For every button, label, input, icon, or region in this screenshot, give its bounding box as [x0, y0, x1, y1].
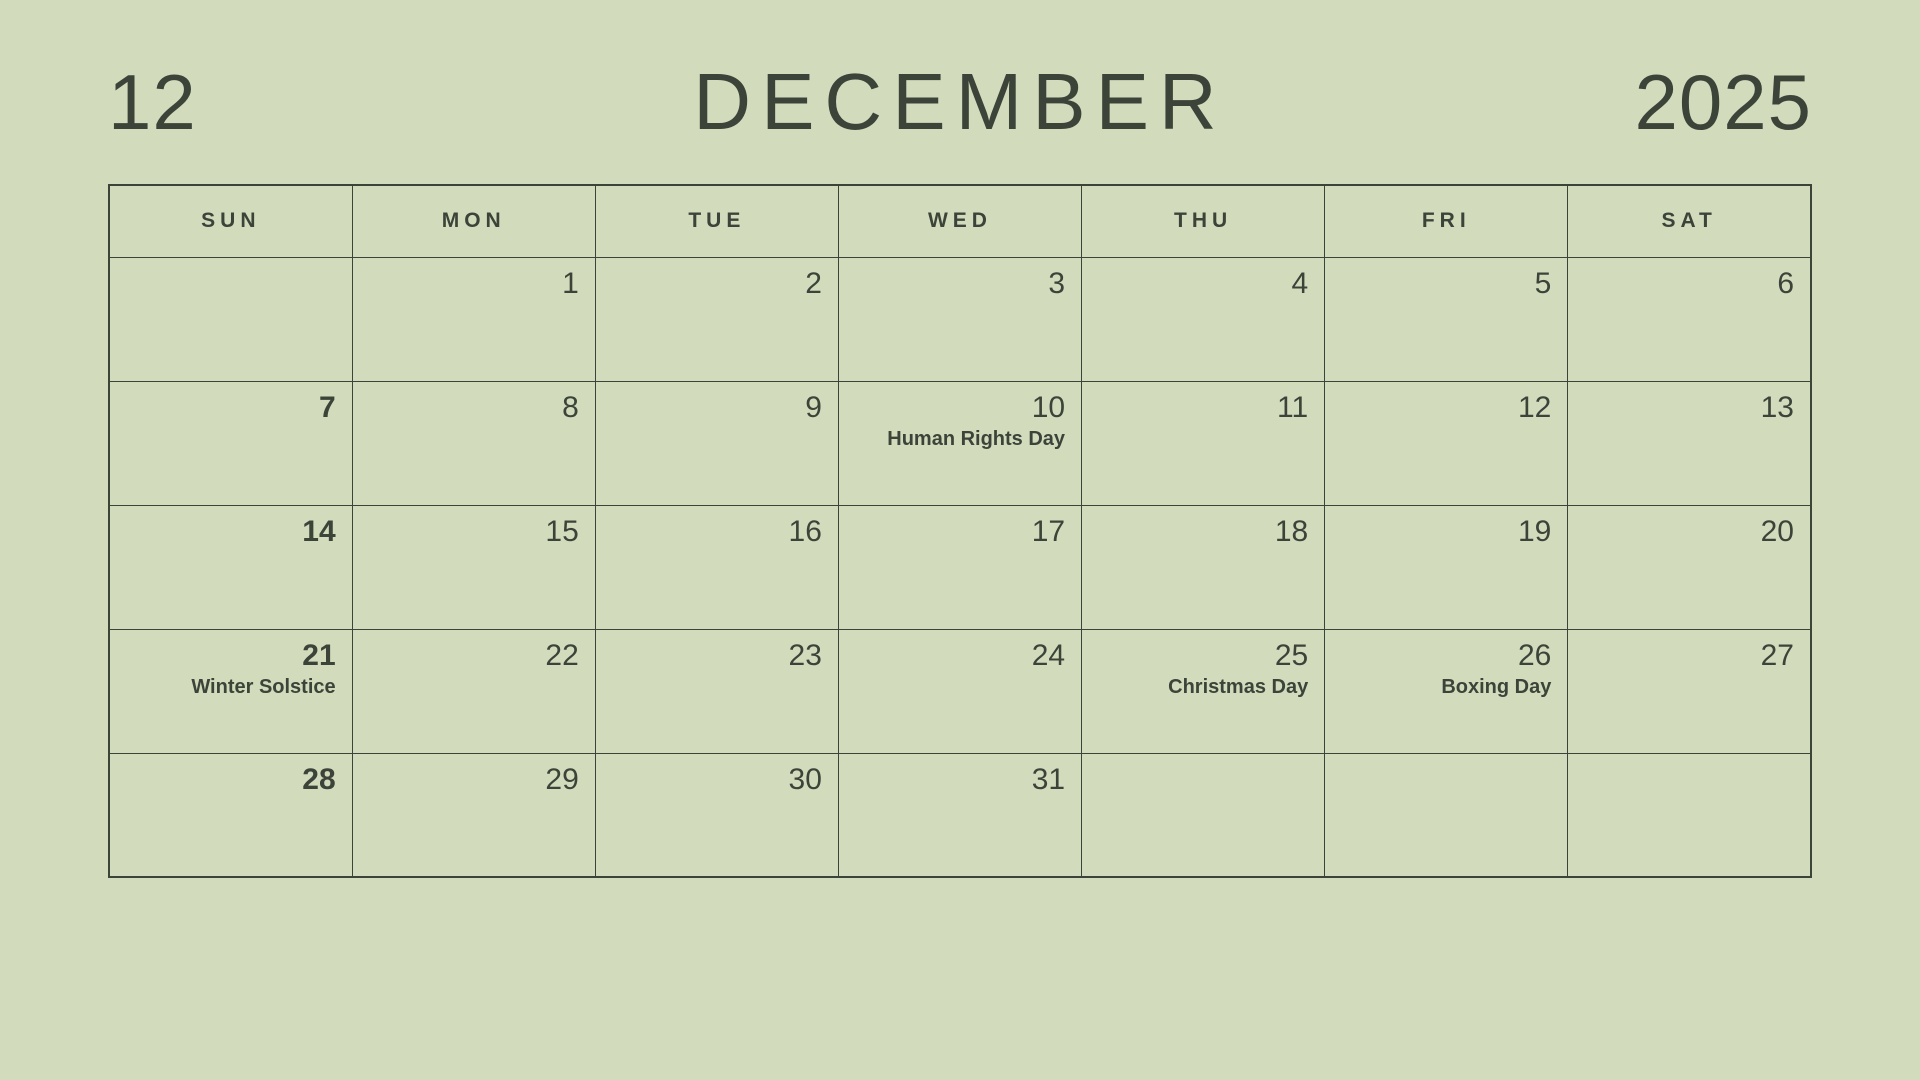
day-cell[interactable]: [1082, 505, 1325, 629]
calendar-grid: [108, 184, 1812, 878]
day-cell[interactable]: [595, 381, 838, 505]
day-number: 26: [1517, 638, 1552, 672]
day-number: 4: [1291, 266, 1309, 300]
weekday-sun: SUN: [109, 185, 352, 257]
day-number: 24: [1031, 638, 1066, 672]
day-number: 16: [788, 514, 822, 548]
year-label: 2025: [1634, 58, 1812, 146]
day-cell[interactable]: [1325, 753, 1568, 877]
day-number: 20: [1760, 514, 1794, 548]
day-number: 23: [788, 638, 822, 672]
day-number: 13: [1760, 390, 1794, 424]
calendar-week-row: [109, 753, 1811, 877]
day-cell[interactable]: [1082, 381, 1325, 505]
day-number: 17: [1031, 514, 1066, 548]
day-cell[interactable]: [595, 629, 838, 753]
day-number: 12: [1517, 390, 1552, 424]
day-cell[interactable]: [838, 505, 1081, 629]
day-number: 28: [302, 762, 336, 796]
day-cell[interactable]: [109, 505, 352, 629]
calendar-week-row: [109, 629, 1811, 753]
day-cell[interactable]: [1568, 505, 1811, 629]
day-number: 14: [302, 514, 336, 548]
weekday-wed: WED: [838, 185, 1081, 257]
day-number: 30: [788, 762, 822, 796]
day-cell[interactable]: [1082, 753, 1325, 877]
weekday-sat: SAT: [1568, 185, 1811, 257]
day-number: 18: [1274, 514, 1309, 548]
day-number: 19: [1517, 514, 1552, 548]
day-cell[interactable]: [352, 629, 595, 753]
day-cell[interactable]: [1325, 381, 1568, 505]
day-cell[interactable]: [1082, 257, 1325, 381]
day-number: 10: [1031, 390, 1066, 424]
day-cell[interactable]: [109, 257, 352, 381]
day-event: Winter Solstice: [191, 676, 336, 698]
day-cell[interactable]: [352, 257, 595, 381]
calendar-week-row: [109, 505, 1811, 629]
day-cell[interactable]: [838, 629, 1081, 753]
day-number: 7: [318, 390, 336, 424]
day-number: 31: [1031, 762, 1066, 796]
day-cell[interactable]: [1325, 257, 1568, 381]
calendar-week-row: [109, 381, 1811, 505]
day-number: 27: [1760, 638, 1794, 672]
day-cell[interactable]: [595, 257, 838, 381]
day-event: Boxing Day: [1441, 676, 1552, 698]
day-event: Christmas Day: [1168, 676, 1309, 698]
day-number: 29: [545, 762, 579, 796]
day-cell[interactable]: [1325, 629, 1568, 753]
day-cell[interactable]: [838, 381, 1081, 505]
day-number: 22: [545, 638, 579, 672]
day-number: 15: [545, 514, 579, 548]
day-cell[interactable]: [1568, 629, 1811, 753]
weekday-thu: THU: [1082, 185, 1325, 257]
day-number: 9: [805, 390, 822, 424]
month-name: DECEMBER: [693, 57, 1227, 146]
day-cell[interactable]: [352, 505, 595, 629]
day-number: 5: [1534, 266, 1552, 300]
day-cell[interactable]: [838, 753, 1081, 877]
day-cell[interactable]: [595, 505, 838, 629]
weekday-header-row: [109, 185, 1811, 257]
day-cell[interactable]: [109, 753, 352, 877]
day-number: 25: [1274, 638, 1309, 672]
day-cell[interactable]: [1568, 381, 1811, 505]
day-cell[interactable]: [838, 257, 1081, 381]
day-number: 8: [562, 390, 579, 424]
day-cell[interactable]: [595, 753, 838, 877]
weekday-tue: TUE: [595, 185, 838, 257]
month-number: 12: [108, 58, 197, 146]
day-number: 21: [302, 638, 336, 672]
day-cell[interactable]: [1568, 257, 1811, 381]
calendar-week-row: [109, 257, 1811, 381]
weekday-mon: MON: [352, 185, 595, 257]
day-event: Human Rights Day: [887, 428, 1066, 450]
calendar-header: [108, 57, 1812, 180]
day-cell[interactable]: [352, 381, 595, 505]
day-cell[interactable]: [352, 753, 595, 877]
day-number: 3: [1048, 266, 1066, 300]
day-number: 11: [1277, 390, 1309, 424]
day-cell[interactable]: [109, 629, 352, 753]
day-number: 2: [805, 266, 822, 300]
day-cell[interactable]: [1082, 629, 1325, 753]
day-cell[interactable]: [1568, 753, 1811, 877]
day-cell[interactable]: [1325, 505, 1568, 629]
weekday-fri: FRI: [1325, 185, 1568, 257]
day-number: 1: [562, 266, 579, 300]
day-number: 6: [1777, 266, 1794, 300]
day-cell[interactable]: [109, 381, 352, 505]
